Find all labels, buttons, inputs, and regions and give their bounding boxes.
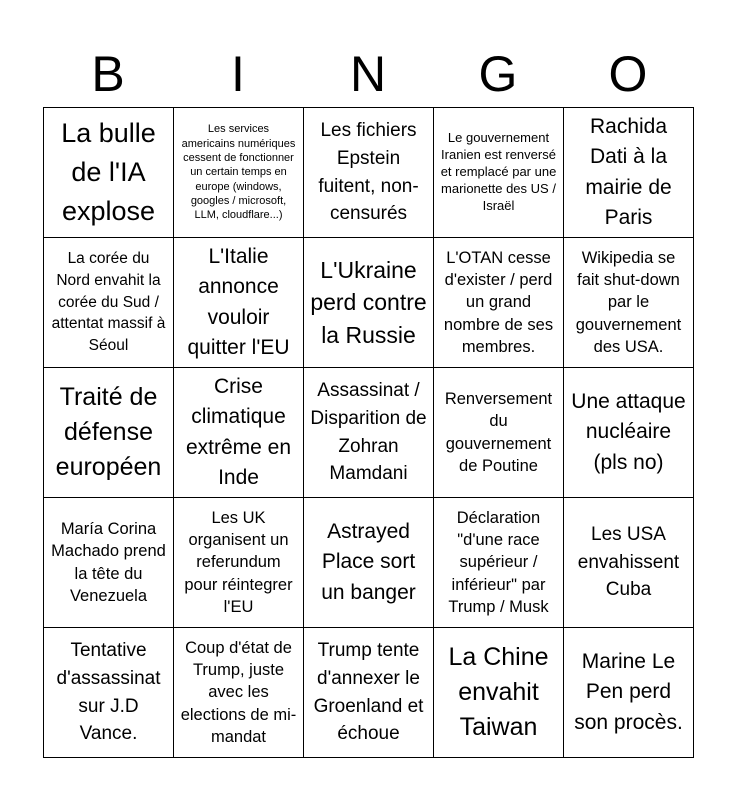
bingo-cell[interactable] (173, 107, 304, 238)
bingo-cell[interactable] (563, 627, 694, 758)
bingo-cell-text: Rachida Dati à la mairie de Paris (585, 114, 672, 229)
bingo-cell-text: La bulle de l'IA explose (61, 117, 156, 227)
bingo-cell-text: Une attaque nucléaire (pls no) (571, 389, 686, 474)
bingo-cell[interactable] (173, 367, 304, 498)
bingo-cell[interactable] (43, 627, 174, 758)
bingo-cell-text: Assassinat / Disparition de Zohran Mamdani (310, 380, 427, 485)
bingo-cell-text: La corée du Nord envahit la corée du Sud / attentat massif à Séoul (51, 250, 166, 355)
bingo-cell[interactable] (563, 497, 694, 628)
bingo-cell[interactable] (303, 627, 434, 758)
bingo-cell[interactable] (563, 367, 694, 498)
bingo-cell[interactable] (303, 367, 434, 498)
bingo-cell[interactable] (303, 497, 434, 628)
bingo-cell[interactable] (433, 497, 564, 628)
bingo-cell[interactable] (173, 497, 304, 628)
bingo-cell[interactable] (303, 237, 434, 368)
bingo-cell-text: Les services americains numériques cessent de fonctionner un certain temps en europe (windows, googles / microsoft, LLM, cloudflare...) (181, 123, 296, 222)
header-letter-b: B (91, 46, 125, 102)
bingo-cell-text: Traité de défense européen (55, 383, 162, 481)
bingo-cell[interactable] (563, 237, 694, 368)
bingo-cell-text: Wikipedia se fait shut-down par le gouvernement des USA. (575, 248, 682, 356)
bingo-grid (43, 107, 693, 757)
bingo-cell-text: María Corina Machado prend la tête du Venezuela (51, 519, 166, 605)
header-letter-o: O (608, 46, 648, 102)
bingo-cell-text: Coup d'état de Trump, juste avec les elections de mi-mandat (180, 638, 297, 746)
bingo-cell-text: Les USA envahissent Cuba (577, 524, 680, 601)
bingo-cell[interactable] (43, 107, 174, 238)
bingo-cell[interactable] (433, 367, 564, 498)
bingo-cell-text: Les fichiers Epstein fuitent, non-censurés (318, 120, 419, 225)
bingo-cell[interactable] (433, 107, 564, 238)
bingo-cell[interactable] (43, 237, 174, 368)
header-letter-n: N (349, 46, 387, 102)
bingo-cell-text: Déclaration "d'une race supérieur / inférieur" par Trump / Musk (448, 508, 549, 616)
bingo-cell[interactable] (563, 107, 694, 238)
bingo-cell[interactable] (433, 237, 564, 368)
bingo-cell-text: Astrayed Place sort un banger (321, 519, 416, 604)
bingo-cell-text: Les UK organisent un referundum pour réintegrer l'EU (184, 508, 293, 616)
bingo-cell[interactable] (173, 237, 304, 368)
bingo-cell[interactable] (43, 367, 174, 498)
bingo-cell-text: L'Ukraine perd contre la Russie (310, 257, 427, 348)
bingo-cell-text: Renversement du gouvernement de Poutine (444, 389, 553, 475)
header-letter-i: I (231, 46, 245, 102)
bingo-cell-text: Marine Le Pen perd son procès. (574, 649, 683, 734)
bingo-cell-text: Tentative d'assassinat sur J.D Vance. (56, 640, 161, 745)
bingo-cell-text: L'Italie annonce vouloir quitter l'EU (187, 244, 290, 359)
bingo-cell[interactable] (433, 627, 564, 758)
bingo-cell-text: La Chine envahit Taiwan (448, 643, 549, 741)
bingo-cell[interactable] (173, 627, 304, 758)
bingo-cell-text: Crise climatique extrême en Inde (185, 374, 292, 489)
bingo-header (43, 40, 693, 108)
bingo-cell-text: Le gouvernement Iranien est renversé et remplacé par une marionette des US / Israël (440, 130, 557, 213)
bingo-cell[interactable] (43, 497, 174, 628)
header-letter-g: G (478, 46, 518, 102)
bingo-cell-text: L'OTAN cesse d'exister / perd un grand nombre de ses membres. (443, 248, 554, 356)
bingo-cell-text: Trump tente d'annexer le Groenland et échoue (313, 640, 424, 745)
bingo-cell[interactable] (303, 107, 434, 238)
